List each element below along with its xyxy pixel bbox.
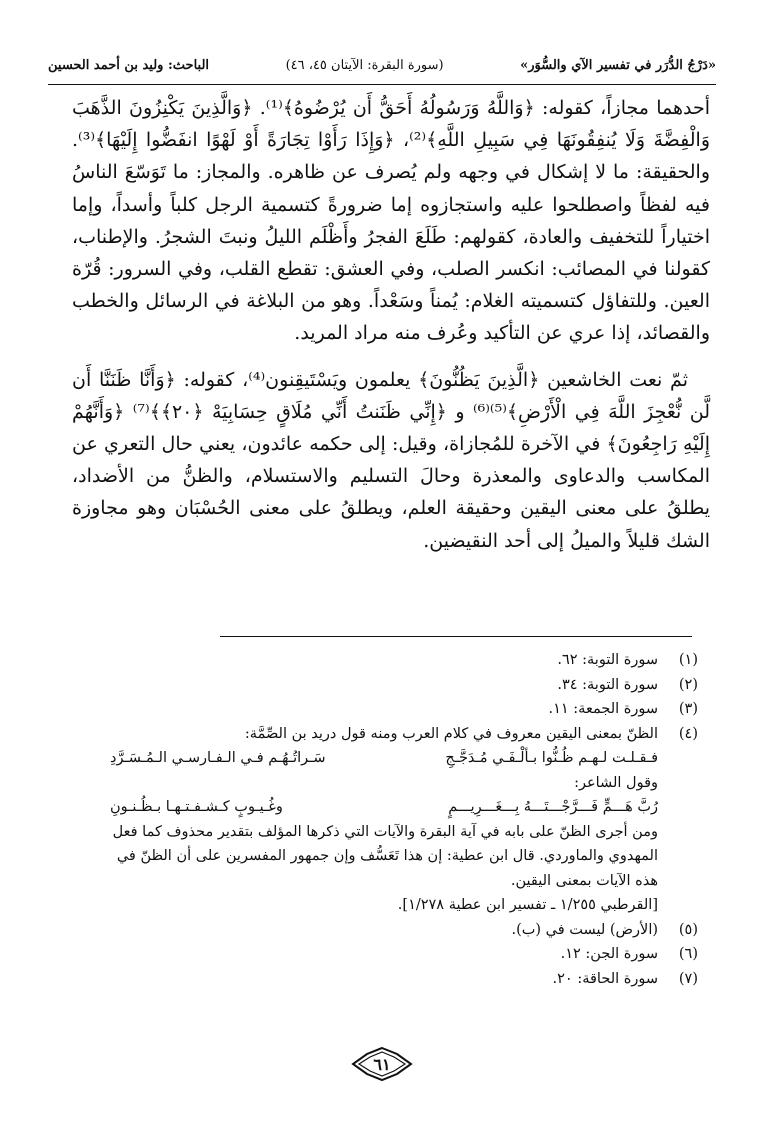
footnote-text: سورة التوبة: ٦٢. — [557, 652, 658, 668]
poem-verse-2 — [100, 795, 698, 820]
verse-second-half: سَـراتُـهُـم فـي الـفـارسـي الـمُـسَـرَّدِ — [110, 750, 326, 766]
footnotes — [100, 648, 698, 991]
running-header — [48, 40, 716, 90]
footnote-5 — [100, 918, 698, 943]
header-divider — [48, 84, 716, 85]
poet-intro: وقول الشاعر: — [574, 774, 658, 791]
verse-first-half: رُبَّ هَـــمٍّ فَـــرَّجْـــتَـــهُ بِـــغَـــرِيـــمٍ — [448, 799, 658, 815]
footnote-number: (٥) — [678, 921, 698, 938]
footnote-number: (٤) — [678, 725, 698, 742]
poem-verse-1 — [100, 746, 698, 771]
footnote-number: (٧) — [678, 970, 698, 987]
footnote-text: (الأرض) ليست في (ب). — [511, 921, 658, 938]
footnote-7 — [100, 967, 698, 992]
footnote-number: (٦) — [678, 946, 698, 962]
footnote-number: (٢) — [678, 676, 698, 693]
footnote-number: (٣) — [678, 701, 698, 717]
footnote-3 — [100, 697, 698, 722]
footnote-1 — [100, 648, 698, 673]
footnote-text: سورة الحاقة: ٢٠. — [552, 970, 658, 987]
header-surah-ref: (سورة البقرة: الآيتان ٤٥، ٤٦) — [285, 57, 444, 73]
paragraph-2: ثمّ نعت الخاشعين ﴿الَّذِينَ يَظُنُّونَ﴾ يعلمون ويَسْتَيقِنون⁽⁴⁾، كقوله: ﴿وَأَنَّا ظَنَنَّا أَن لَّن نُّعْجِزَ اللَّهَ فِي الْأَرْضِ﴾⁽⁵⁾⁽⁶⁾ و ﴿إِنِّي ظَنَنتُ أَنِّي مُلَاقٍ حِسَابِيَهْ ﴿٢٠﴾﴾⁽⁷⁾ ﴿وَأَنَّهُمْ إِلَيْهِ رَاجِعُونَ﴾ في الآخرة للمُجازاة، وقيل: إلى حكمه عائدون، يعني حال التعري عن المكاسب والدعاوى والمعذرة وحالَ التسليم والاستسلام، والظنُّ من الأضداد، يطلقُ على معنى اليقين وحقيقة العلم، ويطلقُ على معنى الحُسْبَان وهو مجاوزة الشك قليلاً والميلُ إلى أحد النقيضين. — [72, 368, 711, 552]
page-number-ornament — [349, 1046, 415, 1082]
footnote-6 — [100, 942, 698, 967]
footnote-4-extra: ومن أجرى الظنّ على بابه في آية البقرة والآيات التي ذكرها المؤلف بتقدير محذوف كما فعل المهدوي والماوردي. قال ابن عطية: إن هذا تَعَسُّف وإن جمهور المفسرين على أن الظنّ في هذه الآيات بمعنى اليقين. — [112, 823, 658, 889]
main-text — [72, 92, 710, 557]
footnote-divider — [220, 636, 692, 637]
footnote-text: سورة الجمعة: ١١. — [548, 701, 658, 717]
header-book-title: «دَرْجُ الدُّرَر في تفسير الآي والسُّوَر» — [520, 57, 716, 73]
footnote-text: سورة الجن: ١٢. — [560, 946, 658, 962]
page-number: ٦١ — [373, 1054, 391, 1074]
footnote-text: الظنّ بمعنى اليقين معروف في كلام العرب ومنه قول دريد بن الصِّمَّة: — [244, 725, 658, 742]
verse-second-half: وغُـيـوبٍ كـشـفـتـهـا بـظُـنـونِ — [110, 799, 283, 815]
verse-first-half: فـقـلـت لـهـم ظُـنُّوا بـألْـفَـي مُـدَجَّـجِ — [445, 750, 658, 766]
footnote-text: سورة التوبة: ٣٤. — [557, 676, 658, 693]
header-author: الباحث: وليد بن أحمد الحسين — [48, 57, 210, 73]
footnote-4 — [100, 722, 698, 747]
footnote-2 — [100, 673, 698, 698]
footnote-4-reference: [القرطبي ١/٢٥٥ ـ تفسير ابن عطية ١/٢٧٨]. — [397, 897, 658, 913]
footnote-number: (١) — [678, 652, 698, 668]
paragraph-1: أحدهما مجازاً، كقوله: ﴿وَاللَّهُ وَرَسُولُهُ أَحَقُّ أَن يُرْضُوهُ﴾⁽¹⁾. ﴿وَالَّذِينَ يَكْنِزُونَ الذَّهَبَ وَالْفِضَّةَ وَلَا يُنفِقُونَهَا فِي سَبِيلِ اللَّهِ﴾⁽²⁾، ﴿وَإِذَا رَأَوْا تِجَارَةً أَوْ لَهْوًا انفَضُّوا إِلَيْهَا﴾⁽³⁾. والحقيقة: ما لا إشكال في وجهه ولم يُصرف عن ظاهره. والمجاز: ما تَوَسّعَ الناسُ فيه لفظاً واصطلحوا عليه واستجازوه إما ضرورةً كتسمية الرجل كلباً وأسداً، وإما اختياراً للتخفيف والعادة، كقولهم: طَلَعَ الفجرُ وأَظْلَم الليلُ ونبتَ الشجرُ. والإطناب، كقولنا في المصائب: انكسر الصلب، وفي العشق: تقطع القلب، وفي السرور: قُرّة العين. وللتفاؤل كتسميته الغلام: يُمناً وسَعْداً. وهو من البلاغة في الرسائل والخطب والقصائد، إذا عري عن التأكيد وعُرف منه مراد المريد. — [72, 97, 710, 345]
